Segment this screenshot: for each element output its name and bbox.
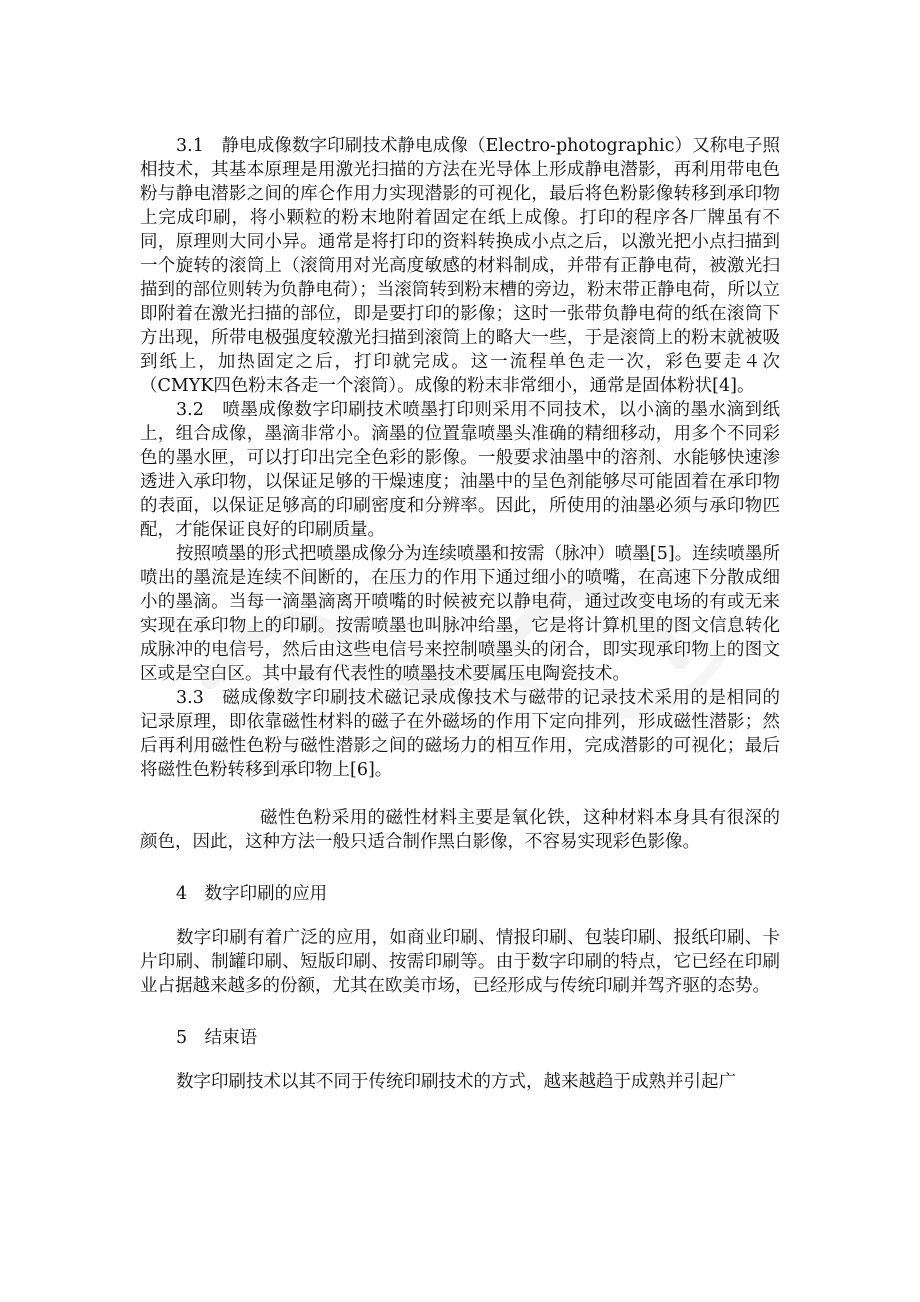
- section-heading-applications: 4 数字印刷的应用: [176, 884, 328, 904]
- paragraph-inkjet: 3.2 喷墨成像数字印刷技术喷墨打印则采用不同技术，以小滴的墨水滴到纸上，组合成像，墨滴非常小。滴墨的位置靠喷墨头准确的精细移动，用多个不同彩色的墨水匣，可以打印出完全色彩的影像。一般要求油墨中的溶剂、水能够快速渗透进入承印物，以保证足够的干燥速度；油墨中的呈色剂能够尽可能固着在承印物的表面，以保证足够高的印刷密度和分辨率。因此，所使用的油墨必须与承印物匹配，才能保证良好的印刷质量。: [140, 400, 780, 540]
- paragraph-applications: 数字印刷有着广泛的应用，如商业印刷、情报印刷、包装印刷、报纸印刷、卡片印刷、制罐印刷、短版印刷、按需印刷等。由于数字印刷的特点，它已经在印刷业占据越来越多的份额，尤其在欧美市场，已经形成与传统印刷并驾齐驱的态势。: [140, 928, 780, 996]
- paragraph-inkjet-types: 按照喷墨的形式把喷墨成像分为连续喷墨和按需（脉冲）喷墨[5]。连续喷墨所喷出的墨流是连续不间断的，在压力的作用下通过细小的喷嘴，在高速下分散成细小的墨滴。当每一滴墨滴离开喷嘴的时候被充以静电荷，通过改变电场的有或无来实现在承印物上的印刷。按需喷墨也叫脉冲给墨，它是将计算机里的图文信息转化成脉冲的电信号，然后由这些电信号来控制喷墨头的闭合，即实现承印物上的图文区或是空白区。其中最有代表性的喷墨技术要属压电陶瓷技术。: [140, 544, 780, 684]
- paragraph-electrophotographic: 3.1 静电成像数字印刷技术静电成像（Electro-photographic）又称电子照相技术，其基本原理是用激光扫描的方法在光导体上形成静电潜影，再利用带电色粉与静电潜影之间的库仑作用力实现潜影的可视化，最后将色粉影像转移到承印物上完成印刷，将小颗粒的粉末地附着固定在纸上成像。打印的程序各厂牌虽有不同，原理则大同小异。通常是将打印的资料转换成小点之后，以激光把小点扫描到一个旋转的滚筒上（滚筒用对光高度敏感的材料制成，并带有正静电荷，被激光扫描到的部位则转为负静电荷）；当滚筒转到粉末槽的旁边，粉末带正静电荷，所以立即附着在激光扫描的部位，即是要打印的影像；这时一张带负静电荷的纸在滚筒下方出现，所带电极强度较激光扫描到滚筒上的略大一些，于是滚筒上的粉末就被吸到纸上，加热固定之后，打印就完成。这一流程单色走一次，彩色要走４次（CMYK四色粉末各走一个滚筒）。成像的粉末非常细小，通常是固体粉状[4]。: [140, 136, 780, 396]
- paragraph-magnetic: 3.3 磁成像数字印刷技术磁记录成像技术与磁带的记录技术采用的是相同的记录原理，即依靠磁性材料的磁子在外磁场的作用下定向排列，形成磁性潜影；然后再利用磁性色粉与磁性潜影之间的磁场力的相互作用，完成潜影的可视化；最后将磁性色粉转移到承印物上[6]。: [140, 688, 780, 780]
- paragraph-conclusion: 数字印刷技术以其不同于传统印刷技术的方式，越来越趋于成熟并引起广: [176, 1072, 736, 1092]
- paragraph-magnetic-toner: 磁性色粉采用的磁性材料主要是氧化铁，这种材料本身具有很深的颜色，因此，这种方法一般只适合制作黑白影像，不容易实现彩色影像。: [140, 808, 780, 852]
- section-heading-conclusion: 5 结束语: [176, 1028, 258, 1048]
- document-body: [140, 134, 780, 1094]
